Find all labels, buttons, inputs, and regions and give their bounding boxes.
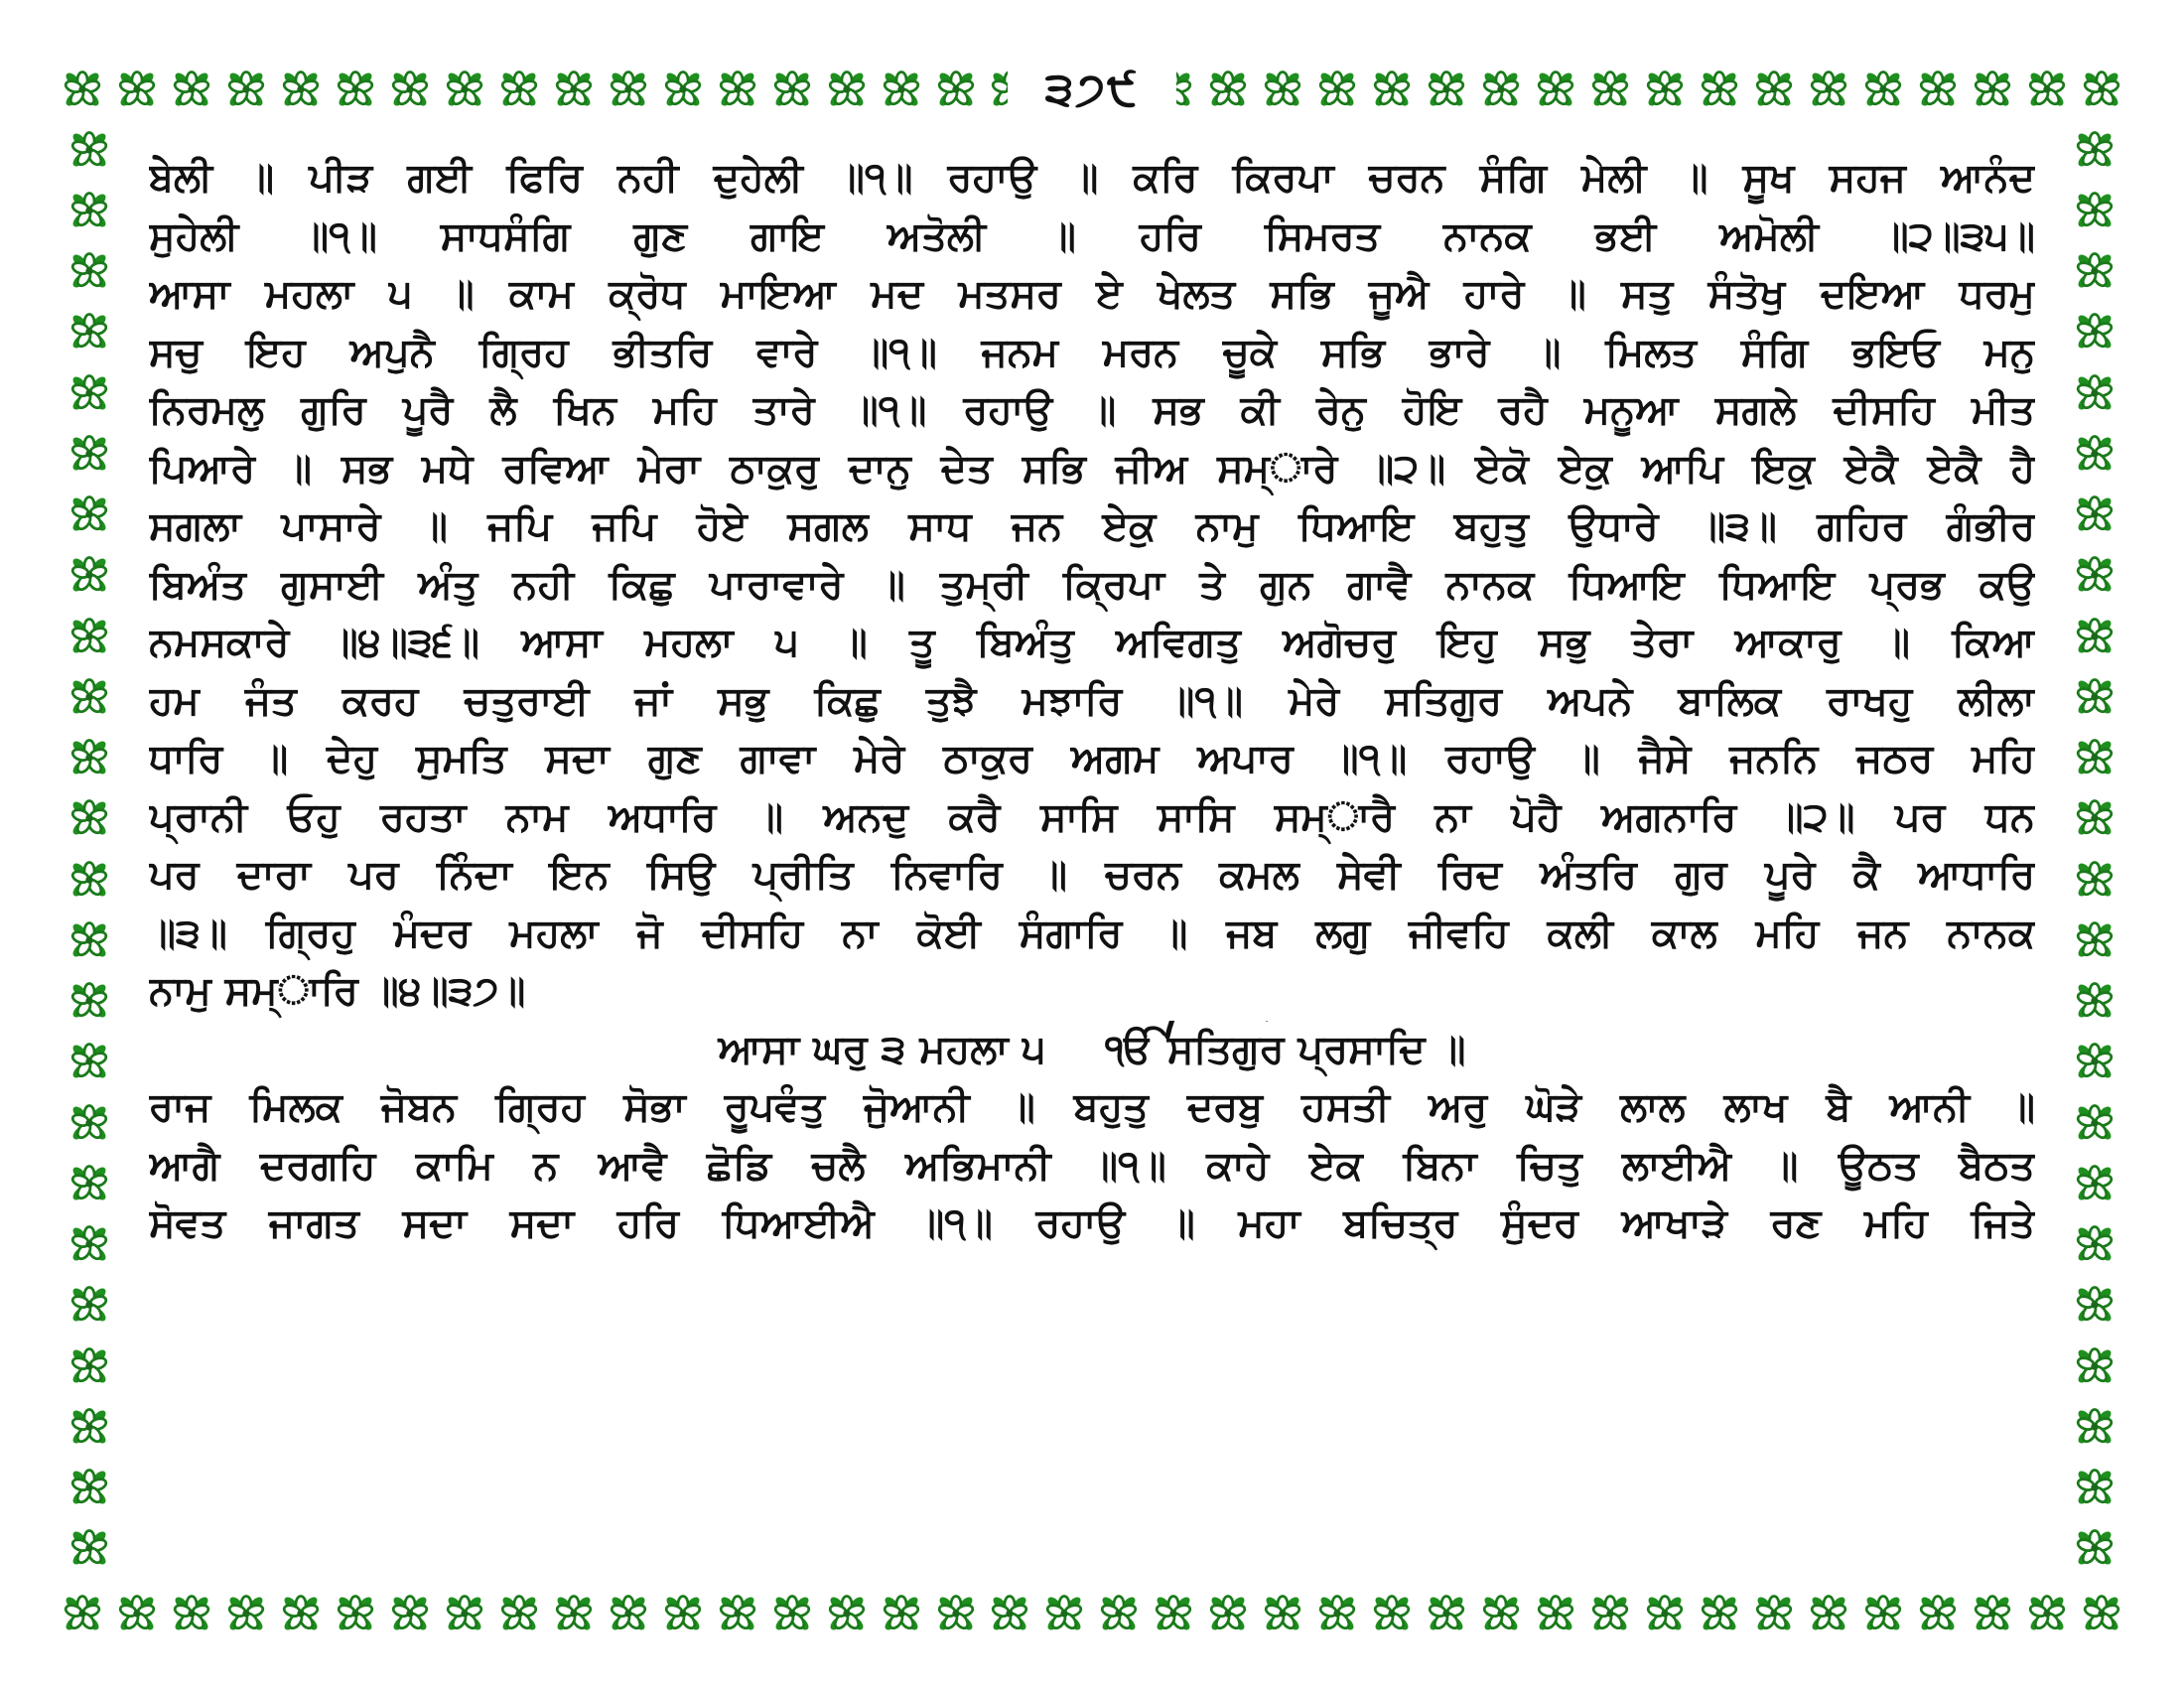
border-right	[2065, 119, 2124, 1579]
flower-ornament-icon	[2072, 1525, 2117, 1571]
flower-ornament-icon	[660, 1591, 706, 1636]
flower-ornament-icon	[67, 1221, 112, 1267]
flower-ornament-icon	[67, 309, 112, 354]
flower-ornament-icon	[879, 67, 924, 112]
flower-ornament-icon	[2072, 978, 2117, 1024]
flower-ornament-icon	[1478, 1591, 1524, 1636]
flower-ornament-icon	[114, 1591, 160, 1636]
text-line: ਆਗੈ ਦਰਗਹਿ ਕਾਮਿ ਨ ਆਵੈ ਛੋਡਿ ਚਲੈ ਅਭਿਮਾਨੀ ॥੧॥ ਕਾਹੇ ਏਕ ਬਿਨਾ ਚਿਤੁ ਲਾਈਐ ॥ ਊਠਤ ਬੈਠਤ	[149, 1142, 2035, 1189]
flower-ornament-icon	[1860, 1591, 1906, 1636]
flower-ornament-icon	[333, 67, 378, 112]
flower-ornament-icon	[278, 67, 324, 112]
text-line: ਨਮਸਕਾਰੇ ॥੪॥੩੬॥ ਆਸਾ ਮਹਲਾ ੫ ॥ ਤੂ ਬਿਅੰਤੁ ਅਵਿਗਤੁ ਅਗੋਚਰੁ ਇਹੁ ਸਭੁ ਤੇਰਾ ਆਕਾਰੁ ॥ ਕਿਆ	[149, 620, 2035, 665]
heading-raag: ਆਸਾ ਘਰੁ ੩ ਮਹਲਾ ੫	[718, 1026, 1046, 1072]
flower-ornament-icon	[67, 795, 112, 841]
flower-ornament-icon	[1970, 67, 2015, 112]
flower-ornament-icon	[2072, 735, 2117, 780]
flower-ornament-icon	[67, 674, 112, 720]
text-line: ਹਮ ਜੰਤ ਕਰਹ ਚਤੁਰਾਈ ਜਾਂ ਸਭੁ ਕਿਛੁ ਤੁਝੈ ਮਝਾਰਿ ॥੧॥ ਮੇਰੇ ਸਤਿਗੁਰ ਅਪਨੇ ਬਾਲਿਕ ਰਾਖਹੁ ਲੀਲਾ	[149, 677, 2035, 724]
flower-ornament-icon	[278, 1591, 324, 1636]
flower-ornament-icon	[223, 67, 269, 112]
flower-ornament-icon	[2072, 188, 2117, 233]
text-line: ਨਿਰਮਲੁ ਗੁਰਿ ਪੂਰੈ ਲੈ ਖਿਨ ਮਹਿ ਤਾਰੇ ॥੧॥ ਰਹਾਉ ॥ ਸਭ ਕੀ ਰੇਨੁ ਹੋਇ ਰਹੈ ਮਨੂਆ ਸਗਲੇ ਦੀਸਹਿ ਮੀਤ	[149, 387, 2035, 433]
flower-ornament-icon	[824, 1591, 870, 1636]
flower-ornament-icon	[1970, 1591, 2015, 1636]
flower-ornament-icon	[1424, 1591, 1469, 1636]
shabad-heading	[149, 1021, 2035, 1079]
page-number: ੩੭੯	[1044, 62, 1140, 115]
flower-ornament-icon	[769, 67, 815, 112]
flower-ornament-icon	[1314, 67, 1360, 112]
flower-ornament-icon	[2072, 370, 2117, 416]
flower-ornament-icon	[67, 370, 112, 416]
flower-ornament-icon	[387, 1591, 433, 1636]
flower-ornament-icon	[2072, 917, 2117, 963]
flower-ornament-icon	[2072, 1100, 2117, 1146]
flower-ornament-icon	[2072, 248, 2117, 294]
flower-ornament-icon	[2079, 67, 2124, 112]
flower-ornament-icon	[715, 1591, 760, 1636]
flower-ornament-icon	[442, 1591, 487, 1636]
text-line: ਬਿਅੰਤ ਗੁਸਾਈ ਅੰਤੁ ਨਹੀ ਕਿਛੁ ਪਾਰਾਵਾਰੇ ॥ ਤੁਮ੍ਰੀ ਕ੍ਰਿਪਾ ਤੇ ਗੁਨ ਗਾਵੈ ਨਾਨਕ ਧਿਆਇ ਧਿਆਇ ਪ੍ਰਭ ਕਉ	[149, 561, 2035, 608]
flower-ornament-icon	[2072, 1039, 2117, 1084]
flower-ornament-icon	[551, 1591, 597, 1636]
flower-ornament-icon	[67, 127, 112, 173]
text-line: ਪਿਆਰੇ ॥ ਸਭ ਮਧੇ ਰਵਿਆ ਮੇਰਾ ਠਾਕੁਰੁ ਦਾਨੁ ਦੇਤ ਸਭਿ ਜੀਅ ਸਮ੍ਾਰੇ ॥੨॥ ਏਕੋ ਏਕੁ ਆਪਿ ਇਕੁ ਏਕੈ ਏਕੈ ਹੈ	[149, 445, 2035, 492]
flower-ornament-icon	[660, 67, 706, 112]
flower-ornament-icon	[1533, 1591, 1578, 1636]
flower-ornament-icon	[67, 857, 112, 903]
gurbani-text-block	[149, 149, 2035, 1564]
flower-ornament-icon	[223, 1591, 269, 1636]
flower-ornament-icon	[769, 1591, 815, 1636]
flower-ornament-icon	[2072, 857, 2117, 903]
flower-ornament-icon	[1642, 1591, 1688, 1636]
flower-ornament-icon	[1697, 1591, 1742, 1636]
flower-ornament-icon	[879, 1591, 924, 1636]
flower-ornament-icon	[1915, 1591, 1961, 1636]
flower-ornament-icon	[67, 1343, 112, 1389]
flower-ornament-icon	[2072, 1404, 2117, 1450]
flower-ornament-icon	[496, 1591, 542, 1636]
flower-ornament-icon	[1424, 67, 1469, 112]
flower-ornament-icon	[60, 1591, 105, 1636]
flower-ornament-icon	[67, 614, 112, 659]
flower-ornament-icon	[2072, 552, 2117, 598]
flower-ornament-icon	[60, 67, 105, 112]
flower-ornament-icon	[67, 248, 112, 294]
flower-ornament-icon	[169, 67, 214, 112]
page-number-container	[1008, 62, 1176, 117]
flower-ornament-icon	[1751, 67, 1797, 112]
text-line: ਰਾਜ ਮਿਲਕ ਜੋਬਨ ਗ੍ਰਿਹ ਸੋਭਾ ਰੂਪਵੰਤੁ ਜੋੁਆਨੀ ॥ ਬਹੁਤੁ ਦਰਬੁ ਹਸਤੀ ਅਰੁ ਘੋੜੇ ਲਾਲ ਲਾਖ ਬੈ ਆਨੀ ॥	[149, 1084, 2035, 1130]
flower-ornament-icon	[2072, 309, 2117, 354]
flower-ornament-icon	[715, 67, 760, 112]
flower-ornament-icon	[1533, 67, 1578, 112]
flower-ornament-icon	[1478, 67, 1524, 112]
text-line: ਸਚੁ ਇਹ ਅਪੁਨੈ ਗ੍ਰਿਹ ਭੀਤਰਿ ਵਾਰੇ ॥੧॥ ਜਨਮ ਮਰਨ ਚੂਕੇ ਸਭਿ ਭਾਰੇ ॥ ਮਿਲਤ ਸੰਗਿ ਭਇਓ ਮਨੁ	[149, 329, 2035, 375]
flower-ornament-icon	[67, 1525, 112, 1571]
flower-ornament-icon	[933, 67, 979, 112]
flower-ornament-icon	[987, 1591, 1032, 1636]
flower-ornament-icon	[67, 1465, 112, 1510]
flower-ornament-icon	[67, 1161, 112, 1206]
text-line: ਸਗਲਾ ਪਾਸਾਰੇ ॥ ਜਪਿ ਜਪਿ ਹੋਏ ਸਗਲ ਸਾਧ ਜਨ ਏਕੁ ਨਾਮੁ ਧਿਆਇ ਬਹੁਤੁ ਉਧਾਰੇ ॥੩॥ ਗਹਿਰ ਗੰਭੀਰ	[149, 503, 2035, 549]
flower-ornament-icon	[67, 917, 112, 963]
ik-onkar-arc-icon	[1160, 1021, 1279, 1039]
flower-ornament-icon	[169, 1591, 214, 1636]
flower-ornament-icon	[496, 67, 542, 112]
flower-ornament-icon	[2072, 614, 2117, 659]
flower-ornament-icon	[2072, 674, 2117, 720]
flower-ornament-icon	[1260, 1591, 1305, 1636]
text-line: ਸੋਵਤ ਜਾਗਤ ਸਦਾ ਸਦਾ ਹਰਿ ਧਿਆਈਐ ॥੧॥ ਰਹਾਉ ॥ ਮਹਾ ਬਚਿਤ੍ਰ ਸੁੰਦਰ ਆਖਾੜੇ ਰਣ ਮਹਿ ਜਿਤੇ	[149, 1200, 2035, 1246]
border-left	[60, 119, 119, 1579]
flower-ornament-icon	[67, 735, 112, 780]
heading-mangal: ੴ ਸਤਿਗੁਰ ਪ੍ਰਸਾਦਿ ॥	[1105, 1021, 1465, 1079]
flower-ornament-icon	[2024, 67, 2070, 112]
flower-ornament-icon	[2072, 1221, 2117, 1267]
text-line: ਬੇਲੀ ॥ ਪੀੜ ਗਈ ਫਿਰਿ ਨਹੀ ਦੁਹੇਲੀ ॥੧॥ ਰਹਾਉ ॥ ਕਰਿ ਕਿਰਪਾ ਚਰਨ ਸੰਗਿ ਮੇਲੀ ॥ ਸੂਖ ਸਹਜ ਆਨੰਦ	[149, 155, 2035, 201]
flower-ornament-icon	[1587, 1591, 1633, 1636]
flower-ornament-icon	[933, 1591, 979, 1636]
flower-ornament-icon	[67, 431, 112, 477]
text-line: ਆਸਾ ਮਹਲਾ ੫ ॥ ਕਾਮ ਕ੍ਰੋਧ ਮਾਇਆ ਮਦ ਮਤਸਰ ਏ ਖੇਲਤ ਸਭਿ ਜੂਐ ਹਾਰੇ ॥ ਸਤੁ ਸੰਤੋਖੁ ਦਇਆ ਧਰਮੁ	[149, 271, 2035, 317]
flower-ornament-icon	[1369, 1591, 1415, 1636]
flower-ornament-icon	[2072, 431, 2117, 477]
flower-ornament-icon	[1151, 1591, 1196, 1636]
flower-ornament-icon	[2079, 1591, 2124, 1636]
flower-ornament-icon	[1806, 67, 1851, 112]
flower-ornament-icon	[67, 188, 112, 233]
flower-ornament-icon	[1806, 1591, 1851, 1636]
flower-ornament-icon	[67, 1282, 112, 1328]
flower-ornament-icon	[824, 67, 870, 112]
flower-ornament-icon	[1041, 1591, 1087, 1636]
flower-ornament-icon	[442, 67, 487, 112]
flower-ornament-icon	[333, 1591, 378, 1636]
flower-ornament-icon	[114, 67, 160, 112]
flower-ornament-icon	[1205, 67, 1251, 112]
flower-ornament-icon	[1915, 67, 1961, 112]
flower-ornament-icon	[2072, 1282, 2117, 1328]
flower-ornament-icon	[2024, 1591, 2070, 1636]
flower-ornament-icon	[2072, 127, 2117, 173]
border-bottom	[60, 1584, 2124, 1643]
flower-ornament-icon	[67, 552, 112, 598]
flower-ornament-icon	[1751, 1591, 1797, 1636]
flower-ornament-icon	[67, 492, 112, 537]
text-line-closing: ਨਾਮੁ ਸਮ੍ਾਰਿ ॥੪॥੩੭॥	[149, 968, 526, 1014]
text-line: ਸੁਹੇਲੀ ॥੧॥ ਸਾਧਸੰਗਿ ਗੁਣ ਗਾਇ ਅਤੋਲੀ ॥ ਹਰਿ ਸਿਮਰਤ ਨਾਨਕ ਭਈ ਅਮੋਲੀ ॥੨॥੩੫॥	[149, 212, 2035, 259]
flower-ornament-icon	[551, 67, 597, 112]
flower-ornament-icon	[1369, 67, 1415, 112]
flower-ornament-icon	[2072, 1161, 2117, 1206]
flower-ornament-icon	[1096, 1591, 1142, 1636]
flower-ornament-icon	[1697, 67, 1742, 112]
flower-ornament-icon	[387, 67, 433, 112]
flower-ornament-icon	[2072, 1465, 2117, 1510]
text-line: ਪ੍ਰਾਨੀ ਓਹੁ ਰਹਤਾ ਨਾਮ ਅਧਾਰਿ ॥ ਅਨਦੁ ਕਰੈ ਸਾਸਿ ਸਾਸਿ ਸਮ੍ਾਰੈ ਨਾ ਪੋਹੈ ਅਗਨਾਰਿ ॥੨॥ ਪਰ ਧਨ	[149, 793, 2035, 840]
flower-ornament-icon	[606, 67, 651, 112]
flower-ornament-icon	[606, 1591, 651, 1636]
flower-ornament-icon	[2072, 1343, 2117, 1389]
flower-ornament-icon	[1260, 67, 1305, 112]
flower-ornament-icon	[2072, 795, 2117, 841]
text-line: ॥੩॥ ਗ੍ਰਿਹੁ ਮੰਦਰ ਮਹਲਾ ਜੋ ਦੀਸਹਿ ਨਾ ਕੋਈ ਸੰਗਾਰਿ ॥ ਜਬ ਲਗੁ ਜੀਵਹਿ ਕਲੀ ਕਾਲ ਮਹਿ ਜਨ ਨਾਨਕ	[149, 910, 2035, 956]
flower-ornament-icon	[1314, 1591, 1360, 1636]
flower-ornament-icon	[2072, 492, 2117, 537]
flower-ornament-icon	[67, 1404, 112, 1450]
flower-ornament-icon	[67, 1100, 112, 1146]
flower-ornament-icon	[1860, 67, 1906, 112]
text-line: ਧਾਰਿ ॥ ਦੇਹੁ ਸੁਮਤਿ ਸਦਾ ਗੁਣ ਗਾਵਾ ਮੇਰੇ ਠਾਕੁਰ ਅਗਮ ਅਪਾਰ ॥੧॥ ਰਹਾਉ ॥ ਜੈਸੇ ਜਨਨਿ ਜਠਰ ਮਹਿ	[149, 736, 2035, 781]
flower-ornament-icon	[1587, 67, 1633, 112]
flower-ornament-icon	[1205, 1591, 1251, 1636]
flower-ornament-icon	[67, 978, 112, 1024]
flower-ornament-icon	[1642, 67, 1688, 112]
text-line: ਪਰ ਦਾਰਾ ਪਰ ਨਿੰਦਾ ਇਨ ਸਿਉ ਪ੍ਰੀਤਿ ਨਿਵਾਰਿ ॥ ਚਰਨ ਕਮਲ ਸੇਵੀ ਰਿਦ ਅੰਤਰਿ ਗੁਰ ਪੂਰੇ ਕੈ ਆਧਾਰਿ	[149, 852, 2035, 898]
flower-ornament-icon	[67, 1039, 112, 1084]
